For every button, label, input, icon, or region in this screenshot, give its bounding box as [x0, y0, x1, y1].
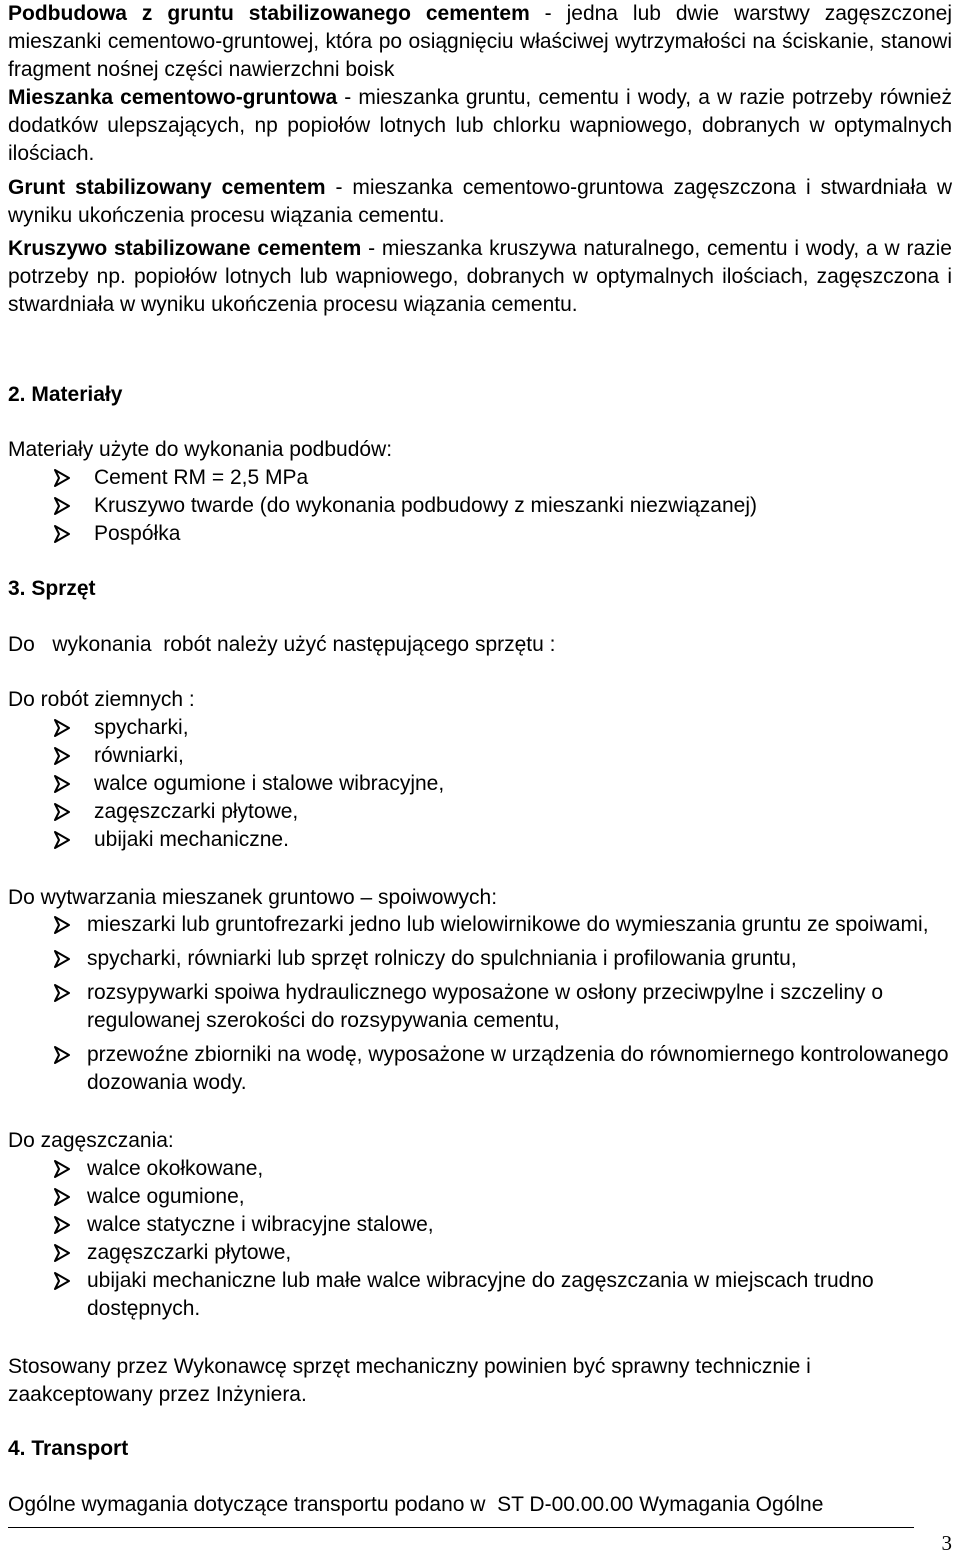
- arrow-bullet-icon: [53, 714, 71, 745]
- mixing-list: [8, 911, 952, 1097]
- arrow-bullet-icon: [53, 742, 71, 773]
- earthworks-list: [8, 714, 952, 854]
- list-item: spycharki,: [8, 714, 952, 742]
- list-item: rozsypywarki spoiwa hydraulicznego wyposażone w osłony przeciwpylne i szczeliny o regulowanej szerokości do rozsypywania cementu,: [8, 979, 952, 1035]
- arrow-bullet-icon: [53, 911, 71, 942]
- definition-2: [8, 84, 952, 168]
- list-item: walce ogumione i stalowe wibracyjne,: [8, 770, 952, 798]
- arrow-bullet-icon: [53, 798, 71, 829]
- definition-term: Grunt stabilizowany cementem: [8, 176, 326, 199]
- transport-text: Ogólne wymagania dotyczące transportu podano w ST D-00.00.00 Wymagania Ogólne: [8, 1493, 824, 1516]
- definition-4: [8, 235, 952, 319]
- definition-term: Podbudowa z gruntu stabilizowanego cementem: [8, 2, 530, 25]
- arrow-bullet-icon: [53, 464, 71, 495]
- section-3-heading: 3. Sprzęt: [8, 577, 96, 600]
- definition-term: Mieszanka cementowo-gruntowa: [8, 86, 338, 109]
- list-item: ubijaki mechaniczne.: [8, 826, 952, 854]
- definition-1: [8, 0, 952, 84]
- footer-divider: [8, 1527, 914, 1528]
- list-item: walce ogumione,: [8, 1183, 952, 1211]
- list-item: Pospółka: [8, 520, 952, 548]
- page-number: 3: [941, 1531, 952, 1555]
- definition-3: [8, 174, 952, 230]
- list-item: mieszarki lub gruntofrezarki jedno lub wielowirnikowe do wymieszania gruntu ze spoiwami,: [8, 911, 952, 939]
- list-item: przewoźne zbiorniki na wodę, wyposażone w urządzenia do równomiernego kontrolowanego dozowania wody.: [8, 1041, 952, 1097]
- section-4-heading: 4. Transport: [8, 1437, 129, 1460]
- arrow-bullet-icon: [53, 1041, 71, 1072]
- arrow-bullet-icon: [53, 1211, 71, 1242]
- list-item: walce statyczne i wibracyjne stalowe,: [8, 1211, 952, 1239]
- definition-term: Kruszywo stabilizowane cementem: [8, 237, 362, 260]
- list-item: zagęszczarki płytowe,: [8, 798, 952, 826]
- equipment-intro: Do wykonania robót należy użyć następującego sprzętu :: [8, 633, 556, 656]
- arrow-bullet-icon: [53, 1239, 71, 1270]
- compaction-list: [8, 1155, 952, 1323]
- list-item: równiarki,: [8, 742, 952, 770]
- materials-list: [8, 464, 952, 548]
- arrow-bullet-icon: [53, 1183, 71, 1214]
- materials-intro: Materiały użyte do wykonania podbudów:: [8, 438, 393, 461]
- section-2-heading: 2. Materiały: [8, 383, 123, 406]
- list-item: spycharki, równiarki lub sprzęt rolniczy do spulchniania i profilowania gruntu,: [8, 945, 952, 973]
- arrow-bullet-icon: [53, 1267, 71, 1298]
- arrow-bullet-icon: [53, 826, 71, 857]
- arrow-bullet-icon: [53, 520, 71, 551]
- arrow-bullet-icon: [53, 1155, 71, 1186]
- list-item: Cement RM = 2,5 MPa: [8, 464, 952, 492]
- definition-text: - mieszanka kruszywa naturalnego, cementu i wody, a w razie potrzeby np. popiołów lotnych lub wapniowego, dobranych w optymalnych ilościach, zagęszczona i stwardniała w wyniku ukończenia procesu wiązania cementu.: [8, 237, 952, 316]
- definition-text: - jedna lub dwie warstwy zagęszczonej mieszanki cementowo-gruntowej, która po osiągnięciu właściwej wytrzymałości na ściskanie, stanowi fragment nośnej części nawierzchni boisk: [8, 2, 952, 81]
- equipment-closing: Stosowany przez Wykonawcę sprzęt mechaniczny powinien być sprawny technicznie i zaakceptowany przez Inżyniera.: [8, 1355, 811, 1406]
- group-2-title: Do wytwarzania mieszanek gruntowo – spoiwowych:: [8, 886, 498, 909]
- list-item: walce okołkowane,: [8, 1155, 952, 1183]
- arrow-bullet-icon: [53, 945, 71, 976]
- arrow-bullet-icon: [53, 979, 71, 1010]
- list-item: zagęszczarki płytowe,: [8, 1239, 952, 1267]
- list-item: ubijaki mechaniczne lub małe walce wibracyjne do zagęszczania w miejscach trudno dostępnych.: [8, 1267, 952, 1323]
- definition-text: - mieszanka cementowo-gruntowa zagęszczona i stwardniała w wyniku ukończenia procesu wiązania cementu.: [8, 176, 952, 227]
- list-item: Kruszywo twarde (do wykonania podbudowy z mieszanki niezwiązanej): [8, 492, 952, 520]
- group-3-title: Do zagęszczania:: [8, 1129, 174, 1152]
- group-1-title: Do robót ziemnych :: [8, 688, 195, 711]
- arrow-bullet-icon: [53, 770, 71, 801]
- definition-text: - mieszanka gruntu, cementu i wody, a w razie potrzeby również dodatków ulepszających, np popiołów lotnych lub chlorku wapniowego, dobranych w optymalnych ilościach.: [8, 86, 952, 165]
- arrow-bullet-icon: [53, 492, 71, 523]
